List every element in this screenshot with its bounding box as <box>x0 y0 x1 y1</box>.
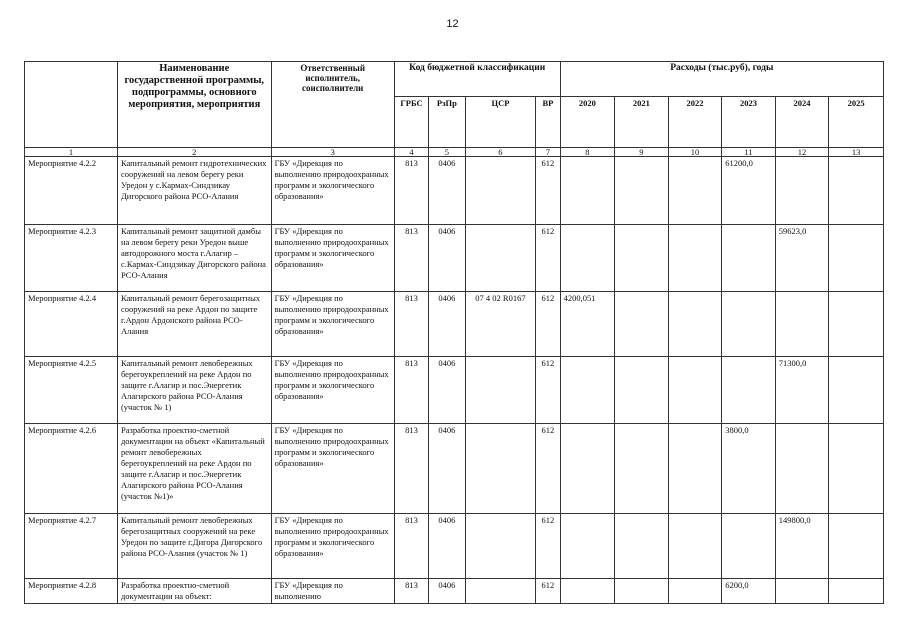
amount-2021 <box>615 579 669 604</box>
amount-2023 <box>722 357 776 424</box>
header-expenses: Расходы (тыс.руб), годы <box>560 62 883 97</box>
column-number-row <box>25 148 884 157</box>
measure-executor: ГБУ «Дирекция по выполнению природоохранных программ и экологического образования» <box>271 157 394 225</box>
table-row <box>25 357 884 424</box>
rzpr-cell: 0406 <box>429 357 465 424</box>
measure-name: Разработка проектно-сметной документации на объект «Капитальный ремонт левобережных берегоукреплений на реке Ардон по защите г.Алагир и пос.Энергетик Алагирского района РСО-Алания (участок №1)» <box>117 424 271 514</box>
table-row <box>25 424 884 514</box>
csr-cell <box>465 579 536 604</box>
column-number: 3 <box>271 148 394 157</box>
measure-name: Капитальный ремонт защитной дамбы на левом берегу реки Уредон выше автодорожного моста г.Алагир –с.Кармах-Синдзикау Дигорского района РСО-Алания <box>117 225 271 292</box>
rzpr-cell: 0406 <box>429 514 465 579</box>
vr-cell: 612 <box>536 579 560 604</box>
amount-2021 <box>615 424 669 514</box>
header-col1 <box>25 62 118 148</box>
amount-2020 <box>560 424 615 514</box>
table-row <box>25 225 884 292</box>
amount-2025 <box>829 357 884 424</box>
csr-cell <box>465 357 536 424</box>
grbs-cell: 813 <box>394 357 428 424</box>
page-number: 12 <box>446 18 459 30</box>
column-number: 6 <box>465 148 536 157</box>
grbs-cell: 813 <box>394 292 428 357</box>
amount-2020 <box>560 157 615 225</box>
grbs-cell: 813 <box>394 514 428 579</box>
amount-2021 <box>615 225 669 292</box>
rzpr-cell: 0406 <box>429 292 465 357</box>
amount-2024 <box>775 424 829 514</box>
csr-cell <box>465 157 536 225</box>
amount-2022 <box>668 292 722 357</box>
measure-name: Капитальный ремонт гидротехнических сооружений на левом берегу реки Уредон у с.Кармах-Синдзикау Дигорского района РСО-Алания <box>117 157 271 225</box>
amount-2024 <box>775 157 829 225</box>
measure-name: Разработка проектно-сметной документации на объект: <box>117 579 271 604</box>
column-number: 1 <box>25 148 118 157</box>
amount-2021 <box>615 292 669 357</box>
amount-2022 <box>668 514 722 579</box>
vr-cell: 612 <box>536 225 560 292</box>
amount-2024 <box>775 579 829 604</box>
amount-2022 <box>668 424 722 514</box>
amount-2024 <box>775 292 829 357</box>
vr-cell: 612 <box>536 514 560 579</box>
amount-2020 <box>560 357 615 424</box>
amount-2024: 71300,0 <box>775 357 829 424</box>
amount-2020 <box>560 225 615 292</box>
amount-2023: 6200,0 <box>722 579 776 604</box>
measure-executor: ГБУ «Дирекция по выполнению природоохранных программ и экологического образования» <box>271 292 394 357</box>
measure-name: Капитальный ремонт левобережных берегоукреплений на реке Ардон по защите г.Алагир и пос.Энергетик Алагирского района РСО-Алания (участок № 1) <box>117 357 271 424</box>
header-budget-code: Код бюджетной классификации <box>394 62 560 97</box>
column-number: 9 <box>615 148 669 157</box>
column-number: 10 <box>668 148 722 157</box>
measure-id: Мероприятие 4.2.2 <box>25 157 118 225</box>
measure-id: Мероприятие 4.2.4 <box>25 292 118 357</box>
column-number: 12 <box>775 148 829 157</box>
table-row <box>25 292 884 357</box>
measure-name: Капитальный ремонт берегозащитных сооружений на реке Ардон по защите г.Ардон Ардонского района РСО-Алания <box>117 292 271 357</box>
header-row-1 <box>25 62 884 97</box>
amount-2025 <box>829 579 884 604</box>
header-year-2022: 2022 <box>668 97 722 148</box>
amount-2020 <box>560 514 615 579</box>
measure-executor: ГБУ «Дирекция по выполнению природоохранных программ и экологического образования» <box>271 514 394 579</box>
amount-2021 <box>615 157 669 225</box>
amount-2020: 4200,051 <box>560 292 615 357</box>
amount-2025 <box>829 514 884 579</box>
amount-2022 <box>668 579 722 604</box>
header-name: Наименование государственной программы, подпрограммы, основного мероприятия, мероприятия <box>117 62 271 148</box>
vr-cell: 612 <box>536 157 560 225</box>
header-year-2025: 2025 <box>829 97 884 148</box>
amount-2023 <box>722 225 776 292</box>
header-year-2021: 2021 <box>615 97 669 148</box>
amount-2021 <box>615 514 669 579</box>
measure-id: Мероприятие 4.2.5 <box>25 357 118 424</box>
amount-2023: 3800,0 <box>722 424 776 514</box>
program-table <box>24 61 884 604</box>
table-row <box>25 514 884 579</box>
rzpr-cell: 0406 <box>429 424 465 514</box>
amount-2021 <box>615 357 669 424</box>
measure-executor: ГБУ «Дирекция по выполнению природоохранных программ и экологического образования» <box>271 225 394 292</box>
amount-2020 <box>560 579 615 604</box>
amount-2023 <box>722 292 776 357</box>
measure-id: Мероприятие 4.2.3 <box>25 225 118 292</box>
amount-2023 <box>722 514 776 579</box>
rzpr-cell: 0406 <box>429 579 465 604</box>
measure-executor: ГБУ «Дирекция по выполнению природоохранных программ и экологического образования» <box>271 424 394 514</box>
column-number: 11 <box>722 148 776 157</box>
header-rzpr: РзПр <box>429 97 465 148</box>
amount-2022 <box>668 225 722 292</box>
amount-2022 <box>668 157 722 225</box>
grbs-cell: 813 <box>394 157 428 225</box>
header-vr: ВР <box>536 97 560 148</box>
column-number: 7 <box>536 148 560 157</box>
measure-id: Мероприятие 4.2.6 <box>25 424 118 514</box>
grbs-cell: 813 <box>394 225 428 292</box>
vr-cell: 612 <box>536 357 560 424</box>
amount-2024: 59623,0 <box>775 225 829 292</box>
table-row <box>25 579 884 604</box>
header-grbs: ГРБС <box>394 97 428 148</box>
header-csr: ЦСР <box>465 97 536 148</box>
amount-2025 <box>829 424 884 514</box>
csr-cell <box>465 424 536 514</box>
vr-cell: 612 <box>536 424 560 514</box>
amount-2025 <box>829 157 884 225</box>
csr-cell <box>465 514 536 579</box>
measure-executor: ГБУ «Дирекция по выполнению <box>271 579 394 604</box>
column-number: 2 <box>117 148 271 157</box>
amount-2023: 61200,0 <box>722 157 776 225</box>
measure-id: Мероприятие 4.2.7 <box>25 514 118 579</box>
header-year-2024: 2024 <box>775 97 829 148</box>
rzpr-cell: 0406 <box>429 225 465 292</box>
amount-2024: 149800,0 <box>775 514 829 579</box>
column-number: 13 <box>829 148 884 157</box>
measure-name: Капитальный ремонт левобережных берегозащитных сооружений на реке Уредон по защите г.Дигора Дигорского района РСО-Алания (участок № 1) <box>117 514 271 579</box>
amount-2025 <box>829 292 884 357</box>
measure-executor: ГБУ «Дирекция по выполнению природоохранных программ и экологического образования» <box>271 357 394 424</box>
header-executor: Ответственный исполнитель, соисполнители <box>271 62 394 148</box>
column-number: 4 <box>394 148 428 157</box>
header-year-2023: 2023 <box>722 97 776 148</box>
rzpr-cell: 0406 <box>429 157 465 225</box>
header-year-2020: 2020 <box>560 97 615 148</box>
grbs-cell: 813 <box>394 424 428 514</box>
amount-2022 <box>668 357 722 424</box>
column-number: 8 <box>560 148 615 157</box>
column-number: 5 <box>429 148 465 157</box>
csr-cell: 07 4 02 R0167 <box>465 292 536 357</box>
measure-id: Мероприятие 4.2.8 <box>25 579 118 604</box>
vr-cell: 612 <box>536 292 560 357</box>
csr-cell <box>465 225 536 292</box>
table-row <box>25 157 884 225</box>
amount-2025 <box>829 225 884 292</box>
grbs-cell: 813 <box>394 579 428 604</box>
